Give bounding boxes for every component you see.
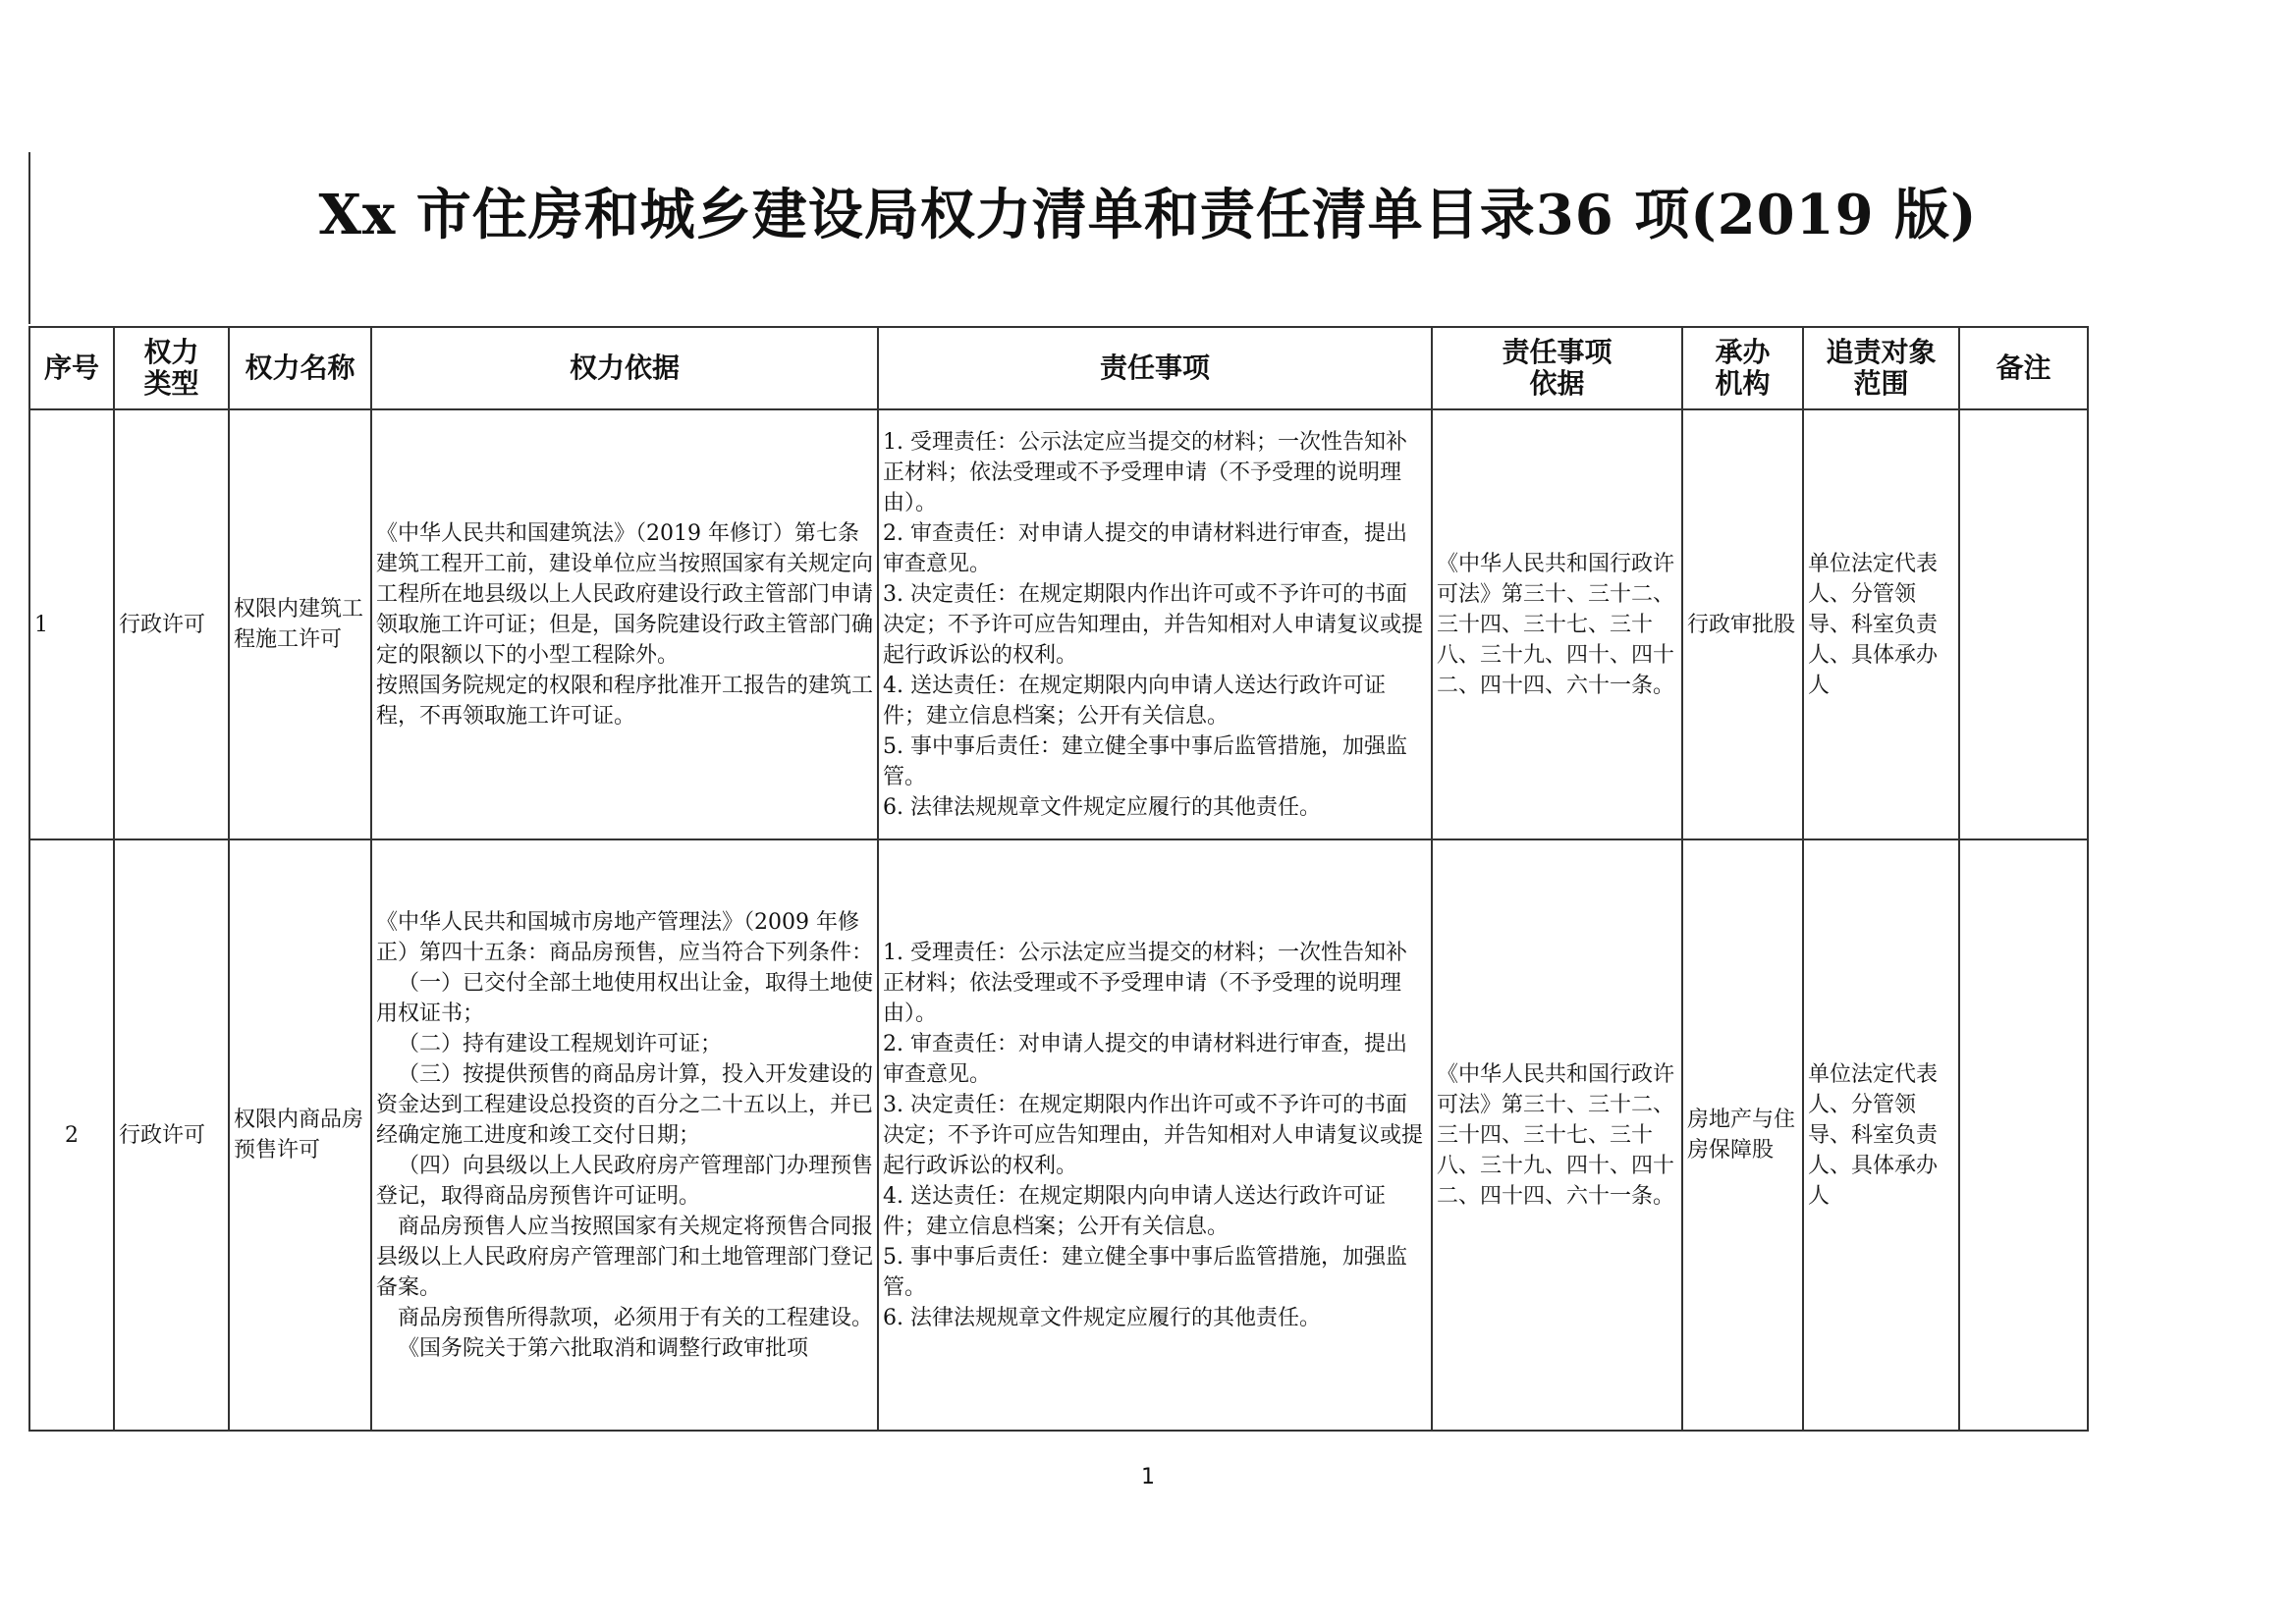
basis-paragraph: 商品房预售人应当按照国家有关规定将预售合同报县级以上人民政府房产管理部门和土地管理部门登记备案。	[376, 1214, 874, 1300]
header-duties: 责任事项	[878, 327, 1432, 409]
table-header-row	[29, 327, 2088, 409]
cell-duty-basis: 《中华人民共和国行政许可法》第三十、三十二、三十四、三十七、三十八、三十九、四十、四十二、四十四、六十一条。	[1432, 409, 1682, 839]
duty-item: 3. 决定责任：在规定期限内作出许可或不予许可的书面决定；不予许可应告知理由，并告知相对人申请复议或提起行政诉讼的权利。	[883, 1092, 1424, 1178]
basis-paragraph: 《中华人民共和国城市房地产管理法》（2009 年修正）第四十五条：商品房预售，应当符合下列条件：	[376, 909, 874, 965]
cell-name: 权限内商品房预售许可	[229, 839, 371, 1431]
cell-duties	[878, 409, 1432, 839]
cell-seq: 1	[29, 409, 114, 839]
cell-org: 行政审批股	[1682, 409, 1803, 839]
duty-item: 6. 法律法规规章文件规定应履行的其他责任。	[883, 794, 1321, 820]
table-row	[29, 409, 2088, 839]
cell-duty-basis: 《中华人民共和国行政许可法》第三十、三十二、三十四、三十七、三十八、三十九、四十、四十二、四十四、六十一条。	[1432, 839, 1682, 1431]
table-row	[29, 839, 2088, 1431]
cell-accountability: 单位法定代表人、分管领导、科室负责人、具体承办人	[1803, 839, 1959, 1431]
duty-item: 2. 审查责任：对申请人提交的申请材料进行审查，提出审查意见。	[883, 520, 1407, 576]
cell-basis	[371, 839, 878, 1431]
header-type: 权力 类型	[114, 327, 229, 409]
header-duty-basis: 责任事项 依据	[1432, 327, 1682, 409]
duty-item: 5. 事中事后责任：建立健全事中事后监管措施，加强监管。	[883, 733, 1407, 789]
header-accountability: 追责对象 范围	[1803, 327, 1959, 409]
cell-org: 房地产与住房保障股	[1682, 839, 1803, 1431]
duty-item: 4. 送达责任：在规定期限内向申请人送达行政许可证件；建立信息档案；公开有关信息。	[883, 673, 1386, 729]
basis-paragraph: 商品房预售所得款项，必须用于有关的工程建设。	[398, 1305, 874, 1330]
duty-item: 1. 受理责任：公示法定应当提交的材料；一次性告知补正材料；依法受理或不予受理申请（不予受理的说明理由）。	[883, 940, 1407, 1026]
cell-accountability: 单位法定代表人、分管领导、科室负责人、具体承办人	[1803, 409, 1959, 839]
cell-remark	[1959, 839, 2088, 1431]
cell-remark	[1959, 409, 2088, 839]
cell-type: 行政许可	[114, 409, 229, 839]
duty-item: 5. 事中事后责任：建立健全事中事后监管措施，加强监管。	[883, 1244, 1407, 1300]
cell-seq: 2	[29, 839, 114, 1431]
basis-paragraph: （二）持有建设工程规划许可证；	[398, 1031, 723, 1056]
duty-item: 1. 受理责任：公示法定应当提交的材料；一次性告知补正材料；依法受理或不予受理申请（不予受理的说明理由）。	[883, 429, 1407, 515]
cell-type: 行政许可	[114, 839, 229, 1431]
duty-item: 4. 送达责任：在规定期限内向申请人送达行政许可证件；建立信息档案；公开有关信息。	[883, 1183, 1386, 1239]
header-basis: 权力依据	[371, 327, 878, 409]
basis-paragraph: （三）按提供预售的商品房计算，投入开发建设的资金达到工程建设总投资的百分之二十五以上，并已经确定施工进度和竣工交付日期；	[376, 1061, 874, 1148]
basis-paragraph: （四）向县级以上人民政府房产管理部门办理预售登记，取得商品房预售许可证明。	[376, 1153, 874, 1209]
basis-paragraph: 按照国务院规定的权限和程序批准开工报告的建筑工程，不再领取施工许可证。	[376, 673, 874, 729]
header-remark: 备注	[1959, 327, 2088, 409]
basis-paragraph: 《国务院关于第六批取消和调整行政审批项	[398, 1335, 809, 1361]
header-org: 承办 机构	[1682, 327, 1803, 409]
page-number: 1	[1141, 1465, 1155, 1489]
cell-basis	[371, 409, 878, 839]
duty-item: 6. 法律法规规章文件规定应履行的其他责任。	[883, 1305, 1321, 1330]
rights-responsibility-table	[28, 326, 2089, 1432]
header-seq: 序号	[29, 327, 114, 409]
basis-paragraph: （一）已交付全部土地使用权出让金，取得土地使用权证书；	[376, 970, 874, 1026]
duty-item: 2. 审查责任：对申请人提交的申请材料进行审查，提出审查意见。	[883, 1031, 1407, 1087]
cell-duties	[878, 839, 1432, 1431]
page-title: Xx 市住房和城乡建设局权力清单和责任清单目录36 项(2019 版)	[318, 183, 1978, 247]
header-name: 权力名称	[229, 327, 371, 409]
basis-paragraph: 《中华人民共和国建筑法》（2019 年修订）第七条建筑工程开工前，建设单位应当按照国家有关规定向工程所在地县级以上人民政府建设行政主管部门申请领取施工许可证；但是，国务院建设行政主管部门确定的限额以下的小型工程除外。	[376, 520, 874, 668]
duty-item: 3. 决定责任：在规定期限内作出许可或不予许可的书面决定；不予许可应告知理由，并告知相对人申请复议或提起行政诉讼的权利。	[883, 581, 1424, 668]
cell-name: 权限内建筑工程施工许可	[229, 409, 371, 839]
